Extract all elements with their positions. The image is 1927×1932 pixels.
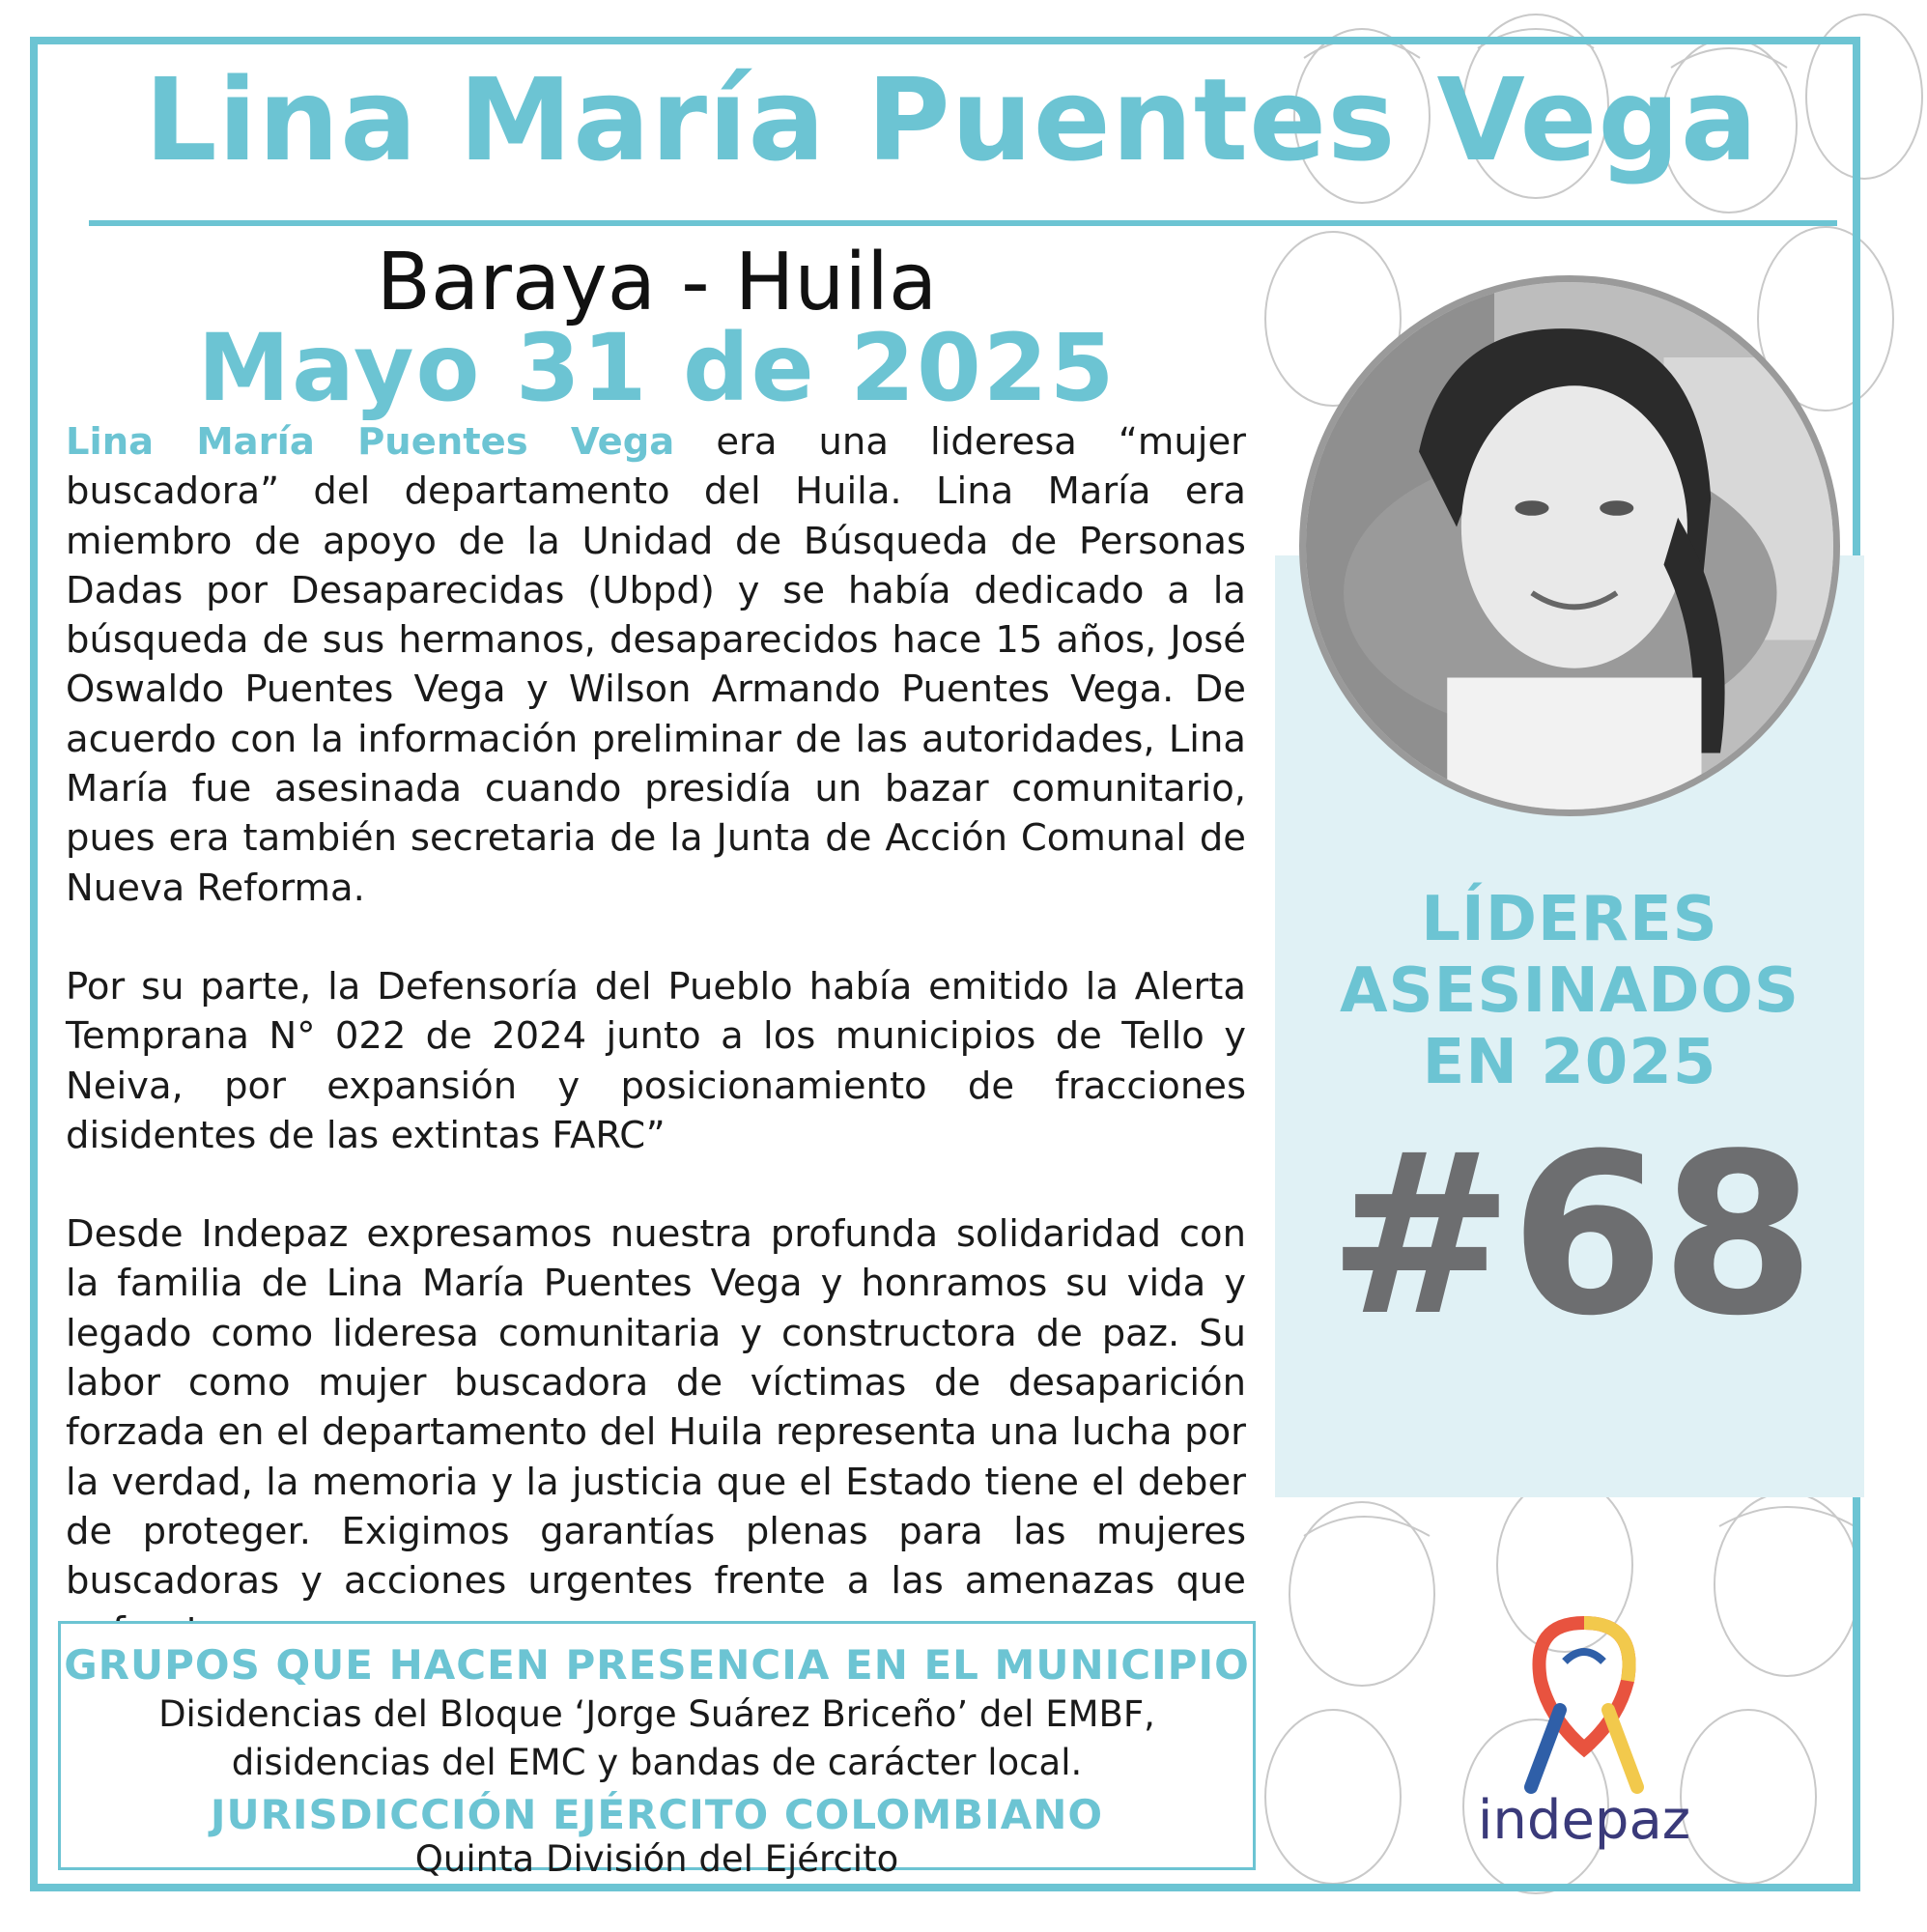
jurisdiction-heading: JURISDICCIÓN EJÉRCITO COLOMBIANO: [210, 1791, 1104, 1838]
paragraph-2: Por su parte, la Defensoría del Pueblo había emitido la Alerta Temprana N° 022 de 2024 junto a los municipios de Tello y Neiva, por expansión y posicionamiento de fracciones disidentes de las extintas FARC”: [66, 964, 1246, 1157]
logo-text: indepaz: [1477, 1789, 1691, 1852]
side-label-line2: ASESINADOS: [1340, 955, 1799, 1027]
page-title: Lina María Puentes Vega: [144, 53, 1759, 186]
highlighted-name: Lina María Puentes Vega: [66, 420, 675, 464]
jurisdiction-text: Quinta División del Ejército: [414, 1838, 899, 1880]
location-label: Baraya - Huila: [376, 237, 938, 328]
groups-line-2: disidencias del EMC y bandas de carácter local.: [231, 1742, 1083, 1783]
side-label-line3: EN 2025: [1422, 1027, 1717, 1098]
title-divider: [89, 220, 1837, 226]
side-label-line1: LÍDERES: [1421, 884, 1718, 955]
paragraph-3: Desde Indepaz expresamos nuestra profunda solidaridad con la familia de Lina María Puentes Vega y honramos su vida y legado como lideresa comunitaria y constructora de paz. Su labor como mujer buscadora de víctimas de desaparición forzada en el departamento del Huila representa una lucha por la verdad, la memoria y la justicia que el Estado tiene el deber de proteger. Exigimos garantías plenas para las mujeres buscadoras y acciones urgentes frente a las amenazas que: [66, 1212, 1246, 1604]
groups-heading: GRUPOS QUE HACEN PRESENCIA EN EL MUNICIPIO: [64, 1641, 1250, 1689]
groups-line-1: Disidencias del Bloque ‘Jorge Suárez Briceño’ del EMBF,: [158, 1693, 1155, 1735]
paragraph-1-text: era una lideresa “mujer buscadora” del departamento del Huila. Lina María era miembro de apoyo de la Unidad de Búsqueda de Personas Dadas por Desaparecidas (Ubpd) y se había dedicado a la búsqueda de sus hermanos, desaparecidos hace 15 años, José Oswaldo Puentes Vega y Wilson Armando Puentes Vega. De acuerdo con la información preliminar de las autoridades, Lina María fue asesinada cuando presidía un bazar comunitario, pues era también secretaria de la Junta de Acción Comunal de Nueva Reforma.: [66, 420, 1246, 910]
date-label: Mayo 31 de 2025: [197, 314, 1117, 422]
ribbon-icon: [1502, 1604, 1666, 1797]
groups-box: [58, 1621, 1256, 1880]
paragraph-1: [66, 417, 1246, 913]
indepaz-logo: [1459, 1604, 1710, 1884]
victim-count: #68: [1327, 1107, 1812, 1365]
article-body: [66, 417, 1246, 1705]
leaders-killed-label: [1275, 884, 1864, 1098]
portrait-photo: [1299, 275, 1840, 816]
